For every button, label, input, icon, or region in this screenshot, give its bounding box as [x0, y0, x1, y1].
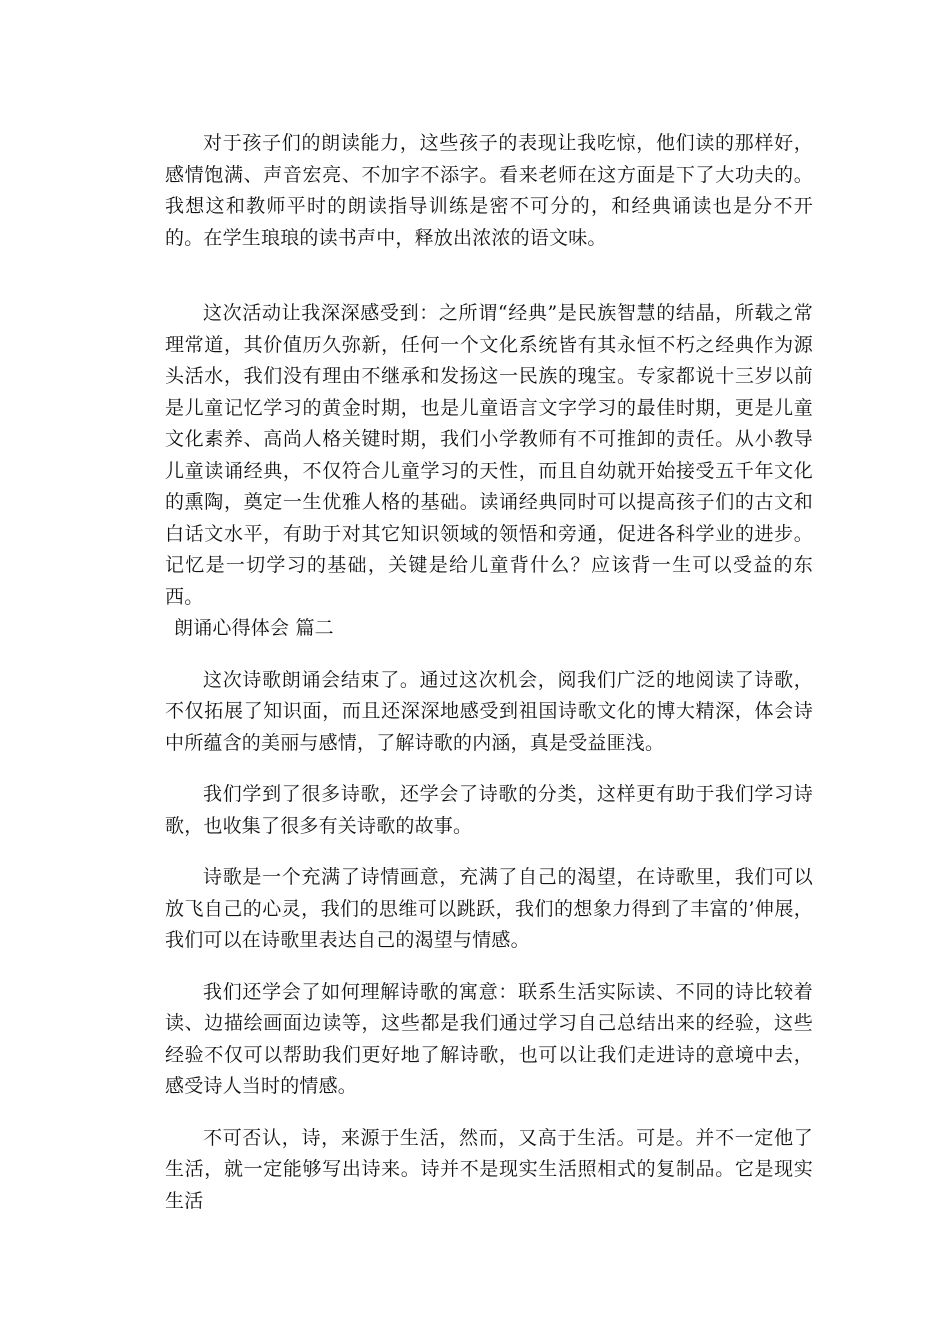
paragraph-poetry-recital: 这次诗歌朗诵会结束了。通过这次机会，阅我们广泛的地阅读了诗歌，不仅拓展了知识面，而且还深深地感受到祖国诗歌文化的博大精深，体会诗中所蕴含的美丽与感情，了解诗歌的内涵，真是受益匪浅。: [165, 668, 813, 754]
paragraph-reading-ability: 对于孩子们的朗读能力，这些孩子的表现让我吃惊，他们读的那样好，感情饱满、声音宏亮、不加字不添字。看来老师在这方面是下了大功夫的。我想这和教师平时的朗读指导训练是密不可分的，和经典诵读也是分不开的。在学生琅琅的读书声中，释放出浓浓的语文味。: [165, 132, 813, 249]
section-heading: 朗诵心得体会 篇二: [174, 617, 334, 639]
paragraph-classics-value: 这次活动让我深深感受到：之所谓“经典”是民族智慧的结晶，所载之常理常道，其价值历久弥新，任何一个文化系统皆有其永恒不朽之经典作为源头活水，我们没有理由不继承和发扬这一民族的瑰宝。专家都说十三岁以前是儿童记忆学习的黄金时期，也是儿童语言文字学习的最佳时期，更是儿童文化素养、高尚人格关键时期，我们小学教师有不可推卸的责任。从小教导儿童读诵经典，不仅符合儿童学习的天性，而且自幼就开始接受五千年文化的熏陶，奠定一生优雅人格的基础。读诵经典同时可以提高孩子们的古文和白话文水平，有助于对其它知识领域的领悟和旁通，促进各科学业的进步。记忆是一切学习的基础，关键是给儿童背什么？应该背一生可以受益的东西。: [165, 302, 813, 608]
document-page: [165, 128, 813, 1217]
paragraph-poetry-learned: 我们学到了很多诗歌，还学会了诗歌的分类，这样更有助于我们学习诗歌，也收集了很多有关诗歌的故事。: [165, 783, 813, 837]
paragraph-poetry-meaning: 我们还学会了如何理解诗歌的寓意：联系生活实际读、不同的诗比较着读、边描绘画面边读等，这些都是我们通过学习自己总结出来的经验，这些经验不仅可以帮助我们更好地了解诗歌，也可以让我们走进诗的意境中去，感受诗人当时的情感。: [165, 980, 813, 1097]
paragraph-poetry-life: 不可否认，诗，来源于生活，然而，又高于生活。可是。并不一定他了生活，就一定能够写出诗来。诗并不是现实生活照相式的复制品。它是现实生活: [165, 1126, 813, 1212]
paragraph-poetry-feelings: 诗歌是一个充满了诗情画意，充满了自己的渴望，在诗歌里，我们可以放飞自己的心灵，我们的思维可以跳跃，我们的想象力得到了丰富的’伸展，我们可以在诗歌里表达自己的渴望与情感。: [165, 866, 813, 951]
